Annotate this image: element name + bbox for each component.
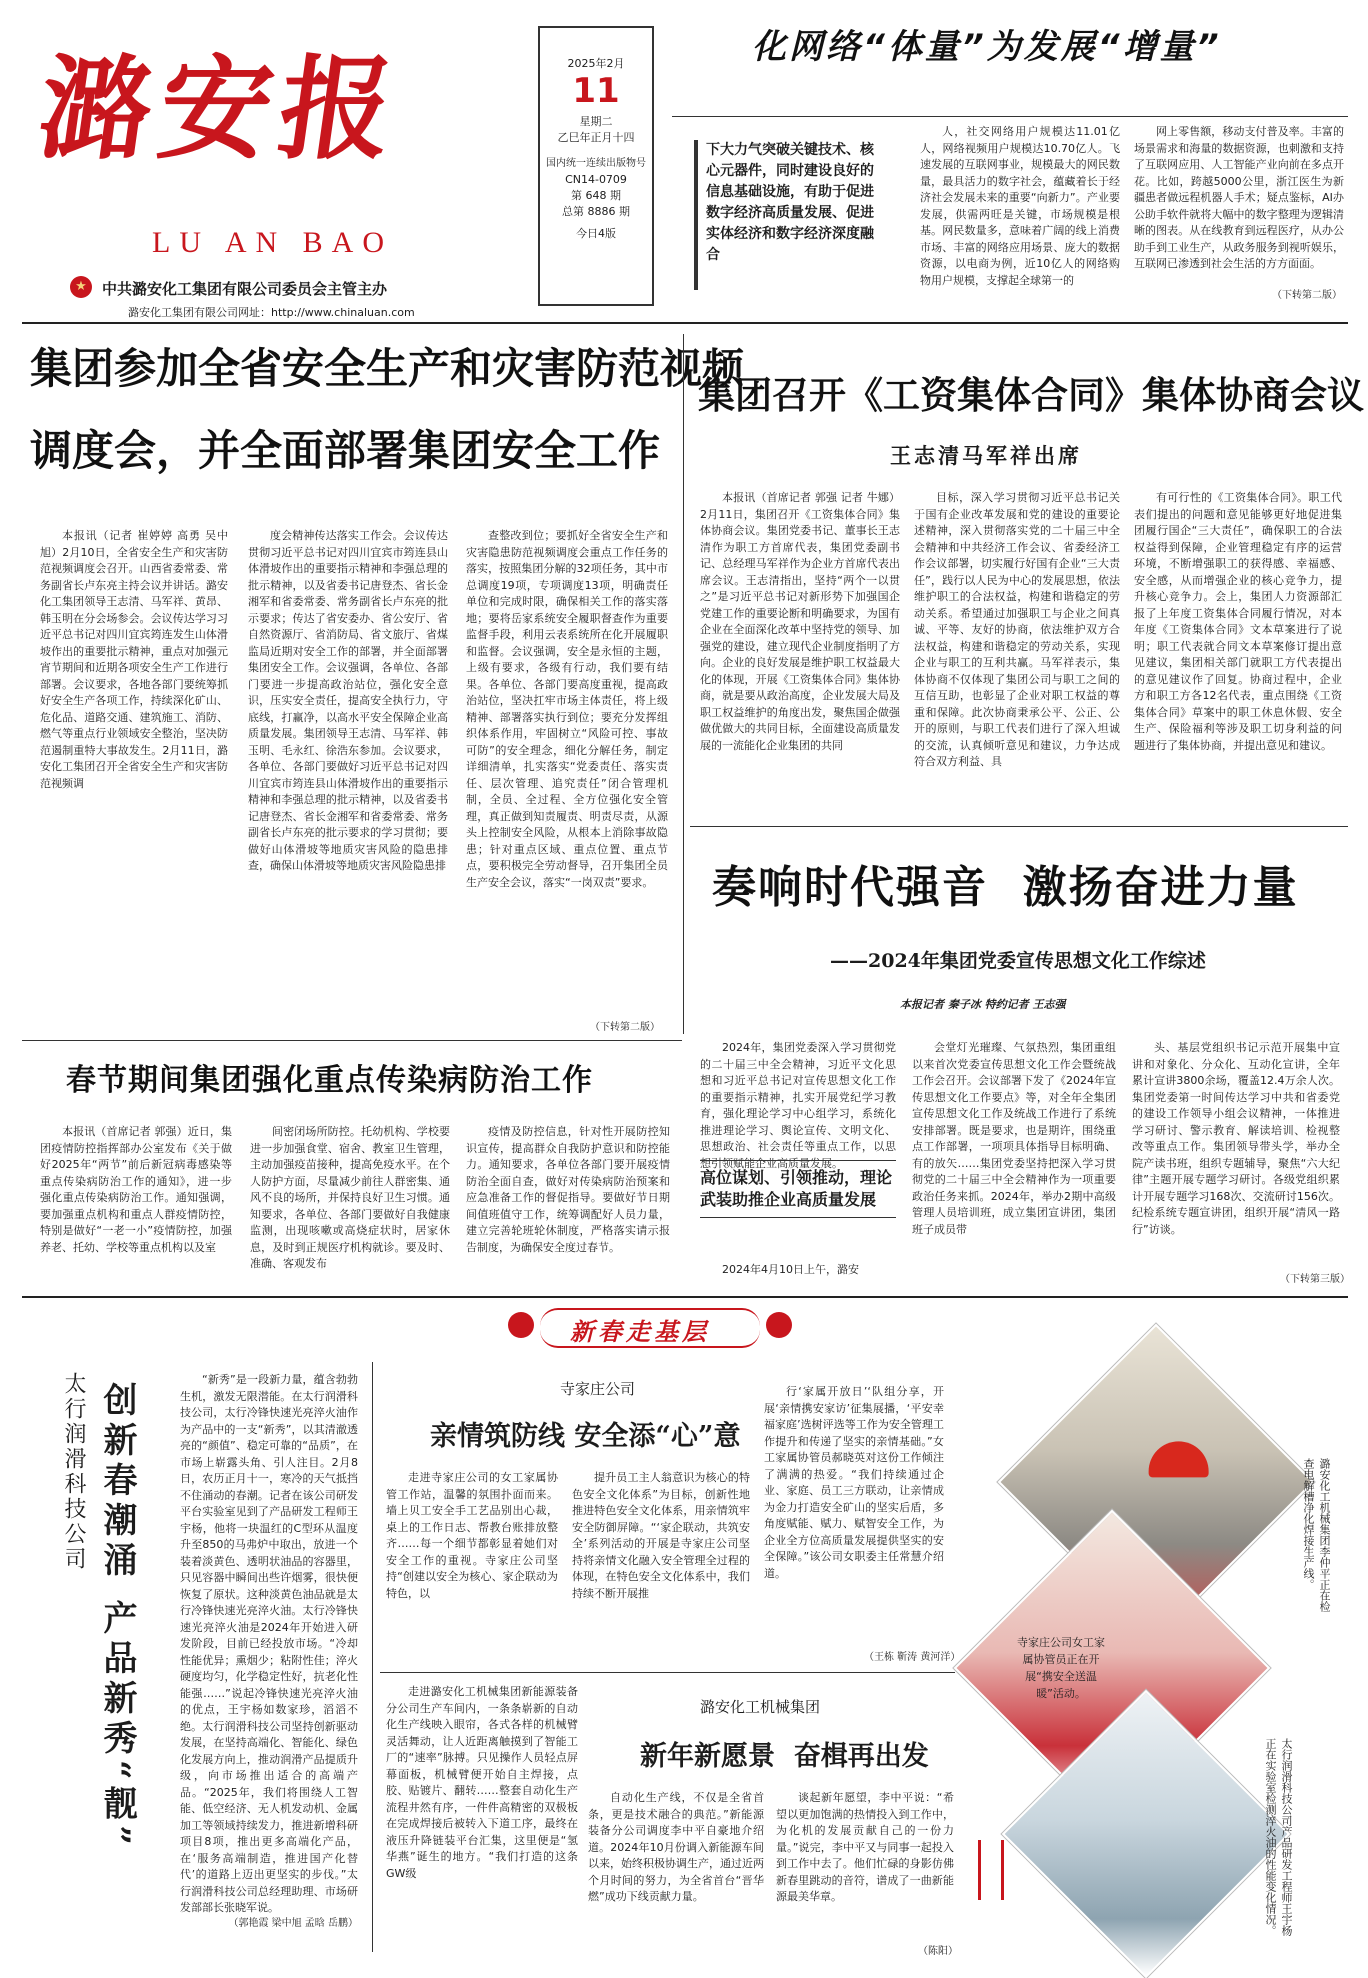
article4-col3: 疫情及防控信息，针对性开展防控知识宣传，提高群众自我防护意识和防控能力。通知要求，各单位各部门要开展疫情防治全面自查，做好对传染病防治预案和应急准备工作的督促指导。要做好节日期间值班值守工作，统筹调配好人员力量，建立完善轮班轮休制度，严格落实请示报告制度，为确保安全度过春节。 — [466, 1125, 670, 1254]
issue-month: 2025年2月 — [567, 57, 625, 70]
section-banner — [498, 1300, 798, 1352]
article4-top-rule — [22, 1040, 682, 1041]
machinery-col1: 走进潞安化工机械集团新能源装备分公司生产车间内，一条条崭新的自动化生产线映入眼帘，各式各样的机械臂灵活舞动，让人近距离触摸到了智能工厂的“速率”脉搏。只见操作人员轻点屏幕面板，机械臂便开始自主焊接，点胶、贴镀片、翻转……整套自动化生产流程井然有序，一件件高精密的双极板在完成焊接后被转入下道工序，最终在液压升降链装平台汇集，这里便是“氢华燕”诞生的地方。“我们打造的这条GW级 — [386, 1685, 578, 1880]
article3-col1b: 2024年4月10日上午，潞安 — [722, 1263, 859, 1276]
article1-col3: 查整改到位；要抓好全省安全生产和灾害隐患防范视频调度会重点工作任务的落实，按照集团分解的32项任务，其中市总调度19项，专项调度13项，明确责任单位和完成时限，确保相关工作的落实落地；要将岳家系统安全履职督查作为重要监督手段，利用云表系统所在化开展履职和监督。会议强调，安全是永恒的主题，上级有要求，各级有行动，我们要有结果。各单位、各部门要高度重视，提高政治站位，坚决扛牢市场主体责任，将上级精神、部署落实执行到位；要充分发挥组织体系作用，牢固树立“风险可控、事故可防”的安全理念，细化分解任务，制定详细清单，扎实落实“党委责任、落实责任、层次管理、追究责任”闭合管理机制，全员、全过程、全方位强化安全管理，真正做到知责履责、明责尽责，从源头上控制安全风险，从根本上消除事故隐患；针对重点区域、重点位置、重点节点，要积极完全劳动督导，召开集团全员生产安全会议，落实“一岗双责”要求。 — [466, 529, 668, 889]
masthead — [22, 14, 527, 319]
sijiazhuang-col3: 行‘家属开放日’‘队组分享，开展‘亲情携安家访’征集展播，‘平安幸福家庭’选树评选等工作为安全管理工作提升和传递了坚实的亲情基础。”女工家属协管员郝晓英对这份工作倾注了满满的热爱。“我们持续通过企业、家庭、员工三方联动，让亲情成为金力打造安全矿山的坚实后盾，多角度赋能、赋力、赋智安全工作，为企业全方位高质量发展提供坚实的安全保障。”该公司女职委主任常慧介绍道。 — [764, 1385, 944, 1580]
issue-number: 第 648 期 — [571, 189, 621, 202]
issue-day: 11 — [572, 71, 620, 111]
newspaper-title: 潞安报 — [30, 44, 410, 175]
article2-col1: 本报讯（首席记者 郭强 记者 牛娜）2月11日，集团召开《工资集体合同》集体协商会议。集团党委书记、董事长王志清作为职工方首席代表，集团党委副书记、总经理马军祥作为企业方首席代表出席会议。王志清指出，坚持“两个一以贯之”是习近平总书记对新形势下加强国企党建工作的重要论断和明确要求，为国有企业在全面深化改革中坚持党的领导、加强党的建设，建立现代企业制度指明了方向。企业的良好发展是维护职工权益最大化的体现，开展《工资集体合同》集体协商，就是要从政治高度，企业发展大局及职工权益维护的角度出发，聚焦国企做强做优做大的共同目标，全面建设高质量发展的一流能化企业集团的共同 — [700, 491, 900, 752]
caption-sijiazhuang: 寺家庄公司女工家属协管员正在开展“携安全送温暖”活动。 — [1017, 1636, 1105, 1700]
article2-subhead: 王志清马军祥出席 — [890, 444, 1082, 468]
article4-col1: 本报讯（首席记者 郭强）近日，集团疫情防控指挥部办公室发布《关于做好2025年“两节”前后新冠病毒感染等重点传染病防治工作的通知》，进一步强化重点传染病防治工作。通知强调，要加强重点机构和重点人群疫情防控，特别是做好“一老一小”疫情防控，加强养老、托幼、学校等重点机构以及室 — [40, 1125, 232, 1254]
article3-subhead: ——2024年集团党委宣传思想文化工作综述 — [830, 950, 1206, 972]
article3-byline: 本报记者 秦子冰 特约记者 王志强 — [900, 998, 1066, 1011]
total-issue-number: 总第 8886 期 — [562, 205, 630, 218]
article3-continued: （下转第三版） — [1280, 1274, 1350, 1285]
sijiazhuang-headline: 亲情筑防线 安全添“心”意 — [430, 1421, 741, 1452]
article4-headline: 春节期间集团强化重点传染病防治工作 — [66, 1063, 593, 1098]
article2-headline: 集团召开《工资集体合同》集体协商会议 — [698, 374, 1364, 417]
article2-col3: 有可行性的《工资集体合同》。职工代表们提出的问题和意见能够更好地促进集团履行国企“三大责任”，确保职工的合法权益得到保障，企业管理稳定有序的运营环境，不断增强职工的获得感、幸福感、安全感，从而增强企业的核心竞争力，提升核心竞争力。会上，集团人力资源部汇报了上年度工资集体合同履行情况，对本年度《工资集体合同》文本草案进行了说明；职工代表就合同文本草案修订提出意见建议，集团相关部门就职工方代表提出的意见建议作了回复。协商过程中，企业方和职工方各12名代表，重点围绕《工资集体合同》草案中的职工休息休假、安全生产、保险福利等涉及职工切身利益的问题进行了集体协商，并提出意见和建议。 — [1134, 491, 1342, 752]
runze-company: 太行润滑科技公司 — [61, 1372, 86, 1572]
runze-body-bottom — [40, 1816, 358, 1936]
sijiazhuang-company: 寺家庄公司 — [560, 1380, 636, 1398]
caption-machinery: 潞安化工机械集团李仲平正在检查电解槽净化焊接生产线。 — [1302, 1458, 1331, 1612]
knot-decoration-icon — [978, 1840, 1004, 1900]
issue-info-box — [538, 26, 654, 306]
article2-col2: 目标，深入学习贯彻习近平总书记关于国有企业改革发展和党的建设的重要论述精神，深入贯彻落实党的二十届三中全会精神和中共经济工作会议、省委经济工作会议部署，切实履行好国有企业“三大责任”，践行以人民为中心的发展思想，依法维护职工的合法权益，构建和谐稳定的劳动关系。希望通过加强职工与企业之间真诚、平等、友好的协商，依法维护双方合法权益，构建和谐稳定的劳动关系，实现企业与职工的互利共赢。马军祥表示，集体协商不仅体现了集团公司与职工之间的互信互助，也彰显了企业对职工权益的尊重和保障。此次协商秉承公平、公正、公开的原则，与职工代表们进行了深入坦诚的交流，认真倾听意见和建议，力争达成符合双方利益、具 — [914, 491, 1120, 768]
section-title: 新春走基层 — [570, 1317, 710, 1346]
article1-col1: 本报讯（记者 崔婷婷 高勇 吴中旭）2月10日，全省安全生产和灾害防范视频调度会召开。山西省委常委、常务副省长卢东亮主持会议并讲话。潞安化工集团领导王志清、马军祥、黄昂、韩玉明在分会场参会。会议传达学习习近平总书记对四川宜宾筠连发生山体滑坡作出的重要批示精神，重点对加强元宵节期间和近期各项安全生产工作进行部署。会议要求，各地各部门要统筹抓好安全生产各项工作，持续深化矿山、危化品、道路交通、建筑施工、消防、燃气等重点行业领域安全整治，坚决防范遏制重特大事故发生。2月11日，潞安化工集团召开全省安全生产和灾害防范视频调 — [40, 529, 228, 790]
lower-divider-1 — [372, 1362, 373, 1952]
lantern-icon — [508, 1312, 534, 1338]
top-article-col2: 人，社交网络用户规模达11.01亿人，网络视频用户规模达10.70亿人。飞速发展的互联网事业，规模最大的网民数量，最具活力的数字社会，蕴藏着长于经济社会发展未来的重要“向新力”。产业要发展，供需两旺是关键，市场规模是根基。网民数量多，意味着广阔的线上消费市场、丰富的网络应用场景、庞大的数据资源，以电商为例，近10亿人的网络购物用户规模，支撑起全球第一的 — [920, 125, 1120, 287]
sijiazhuang-col2: 提升员工主人翁意识为核心的特色安全文化体系”为目标，创新性地推进特色安全文化体系，用亲情筑牢安全防御屏障。“‘家企联动，共筑安全’系列活动的开展是寺家庄公司坚持将亲情文化融入安全管理全过程的体现，在特色安全文化体系中，我们持续不断开展推 — [572, 1471, 750, 1600]
top-article-col3: 网上零售额，移动支付普及率。丰富的场景需求和海量的数据资源，也刺激和支持了互联网应用、人工智能产业向前在多点开花。比如，跨越5000公里，浙江医生为新疆患者做远程机器人手术；疑点鉴标，AI办公助手软件就将大幅中的数字整理为逻辑清晰的图表。从在线教育到远程医疗，从办公助手到工业生产，从政务服务到视听娱乐，互联网已渗透到社会生活的方方面面。 — [1134, 125, 1344, 270]
lantern-icon-right — [766, 1312, 792, 1338]
runze-byline: （郭艳霞 梁中旭 孟晗 岳鹏） — [228, 1918, 358, 1929]
serial-label: 国内统一连续出版物号 — [546, 158, 646, 169]
article3-pullquote-text: 高位谋划、引领推动，理论武装助推企业高质量发展 — [700, 1168, 893, 1209]
article3-headline: 奏响时代强音 激扬奋进力量 — [712, 862, 1299, 913]
runze-body: “新秀”是一段新力量，蕴含勃勃生机，激发无限潜能。在太行润滑科技公司，太行冷锋快速光亮淬火油作为产品中的一支“新秀”，以其清澈透亮的“颜值”、稳定可靠的“品质”，在市场上崭露头角、引人注目。2月8日，农历正月十一，寒冷的天气抵挡不住涌动的春潮。记者在该公司研发平台实验室见到了产品研发工程师王宇杨，他将一块温红的C型环从温度升至850的马弗炉中取出，放进一个装着淡黄色、透明状油品的容器里，只见容器中瞬间出些许烟雾，很快便恢复了原状。这种淡黄色油品就是太行冷锋快速光亮淬火油。太行冷锋快速光亮淬火油是2024年开始进入研发阶段，目前已经投放市场。“冷却性能优异；熏烟少；粘附性佳；淬火硬度均匀，化学稳定性好，抗老化性能强……”说起冷锋快速光亮淬火油的优点，王宇杨如数家珍，滔滔不绝。太行润滑科技公司坚持创新驱动发展，在坚持高端化、智能化、绿色化发展方向上，推动润滑产品提质升级，向市场推出适合的高端产品。“2025年，我们将围绕人工智能、低空经济、无人机发动机、金属加工等领域持续发力，推进新增科研项目8项，推出更多高端化产品，在‘服务高端制造，推进国产化替代’的道路上迈出更坚实的步伐。”太行润滑科技公司总经理助理、市场研发部部长张晓军说。 — [180, 1373, 358, 1914]
lower-rule-2 — [380, 1672, 955, 1673]
top-article-rule — [672, 116, 1348, 117]
machinery-col3: 谈起新年愿望，李中平说：“希望以更加饱满的热情投入到工作中，为化机的发展贡献自己的一份力量。”说完，李中平又与同事一起投入到工作中去了。他们忙碌的身影仿佛新春里跳动的音符，谱成了一曲新能源最美华章。 — [776, 1791, 954, 1903]
article1-col2: 度会精神传达落实工作会。会议传达贯彻习近平总书记对四川宜宾市筠连县山体滑坡作出的重要指示精神和李强总理的批示精神，以及省委书记唐登杰、省长金湘军和省委常委、常务副省长卢东亮的批示要求；传达了省安委办、省公安厅、省自然资源厅、省消防局、省文旅厅、省煤监局近期对安全工作的部署，并全面部署集团安全工作。会议强调，各单位、各部门要进一步提高政治站位，强化安全意识，压实安全责任，提高安全执行力，守底线，打赢净，以高水平安全保障企业高质量发展。集团领导王志清、马军祥、韩玉明、毛永红、徐浩东参加。会议要求，各单位、各部门要做好习近平总书记对四川宜宾市筠连县山体滑坡作出的重要指示精神和李强总理的批示精神，以及省委书记唐登杰、省长金湘军和省委常委、常务副省长卢东亮的批示要求的学习贯彻；要做好山体滑坡等地质灾害风险的隐患排查，确保山体滑坡等地质灾害风险隐患排 — [248, 529, 448, 872]
top-article-headline: 化网络“体量”为发展“增量” — [752, 27, 1222, 67]
caption-runze: 太行润滑科技公司产品研发工程师王宇杨正在实验室检测淬火油的性能变化情况。 — [1264, 1738, 1293, 1936]
issue-weekday: 星期二 — [579, 115, 613, 128]
top-article — [672, 18, 1348, 304]
machinery-headline: 新年新愿景 奋楫再出发 — [640, 1741, 929, 1772]
machinery-col2: 自动化生产线，不仅是全省首条，更是技术融合的典范。”新能源装备分公司调度李中平自豪地介绍道。2024年10月份调入新能源车间以来，始终积极协调生产，通过近两个月时间的努力，为全省首台“晋华燃”成功下线贡献力量。 — [588, 1791, 764, 1903]
article3-col3: 头、基层党组织书记示范开展集中宣讲和对象化、分众化、互动化宣讲，全年累计宣讲3800余场，覆盖12.4万余人次。集团党委第一时间传达学习中共和省委党的建设工作领导小组会议精神，一体推进学习研讨、警示教育、解读培训、检视整改等重点工作。集团领导带头学，举办全院产读书班，组织专题辅导，聚焦“六大纪律”主题开展专题学习研讨。各级党组织累计开展专题学习168次、交流研讨156次。纪检系统专题宣讲团，组织开展“清风一路行”访谈。 — [1132, 1041, 1340, 1236]
sponsor-line: 中共潞安化工集团有限公司委员会主管主办 — [102, 280, 388, 298]
masthead-rule — [22, 322, 1348, 324]
top-article-pullquote: 下大力气突破关键技术、核心元器件，同时建设良好的信息基础设施，有助于促进数字经济高质量发展、促进实体经济和数字经济深度融合 — [694, 140, 886, 290]
article3-col1: 2024年，集团党委深入学习贯彻党的二十届三中全会精神，习近平文化思想和习近平总书记对宣传思想文化工作的重要指示精神，扎实开展党纪学习教育，强化理论学习中心组学习，系统化推进理论学习、舆论宣传、文明文化、思想政治、社会责任等重点工作，以思想引领赋能企业高质量发展。 — [700, 1041, 896, 1170]
top-article-continued: （下转第二版） — [1272, 290, 1342, 301]
serial-number: CN14-0709 — [565, 173, 627, 186]
website-line: 潞安化工集团有限公司网址：http://www.chinaluan.com — [128, 306, 415, 319]
machinery-byline: （陈阳） — [918, 1946, 958, 1957]
party-emblem-icon: ★ — [70, 276, 92, 298]
sijiazhuang-col1: 走进寺家庄公司的女工家属协管工作站，温馨的氛围扑面而来。墙上贝工安全手工艺品别出心裁，桌上的工作日志、帮教台账排放整齐……每一个细节都彰显着她们对安全工作的重视。寺家庄公司坚持“创建以安全为核心、家企联动为特色，以 — [386, 1471, 558, 1600]
column-divider — [683, 334, 684, 1034]
hardhat-icon — [1149, 1441, 1209, 1477]
runze-headline: 创新春潮涌 产品新秀“靓” — [97, 1382, 137, 1851]
issue-lunar: 乙巳年正月十四 — [557, 131, 635, 144]
page-count: 今日4版 — [576, 227, 616, 240]
article3-col2: 会堂灯光璀璨、气氛热烈，集团重组以来首次党委宣传思想文化工作会暨统战工作会召开。会议部署下发了《2024年宣传思想文化工作要点》等，对全年全集团宣传思想文化工作及统战工作进行了系统安排部署。既是要求，也是期许，围绕重点工作部署，一项项具体指导目标明确、有的放矢……集团党委坚持把深入学习贯彻党的二十届三中全会精神作为一项重要政治任务来抓。2024年，举办2期中高级管理人员培训班，成立集团宣讲团，集团班子成员带 — [912, 1041, 1116, 1236]
article1-headline-line2: 调度会，并全面部署集团安全工作 — [30, 426, 661, 475]
section-rule — [690, 826, 1348, 827]
article1-headline-line1: 集团参加全省安全生产和灾害防范视频 — [30, 344, 745, 393]
newspaper-pinyin: LU AN BAO — [152, 226, 394, 259]
sijiazhuang-byline: （王栋 靳涛 黄河洋） — [864, 1652, 961, 1663]
article3-pullquote — [700, 1160, 896, 1218]
machinery-company: 潞安化工机械集团 — [700, 1698, 821, 1716]
article4-col2: 间密闭场所防控。托幼机构、学校要进一步加强食堂、宿舍、教室卫生管理，主动加强疫苗接种，提高免疫水平。在个人防护方面，尽量减少前往人群密集、通风不良的场所，并保持良好卫生习惯。通知要求，各单位、各部门要做好自我健康监测，出现咳嗽或高烧症状时，居家休息，及时到正规医疗机构就诊。要及时、准确、客观发布 — [250, 1125, 450, 1270]
lower-section-rule — [22, 1296, 1348, 1298]
article1-continued: （下转第二版） — [590, 1022, 660, 1033]
